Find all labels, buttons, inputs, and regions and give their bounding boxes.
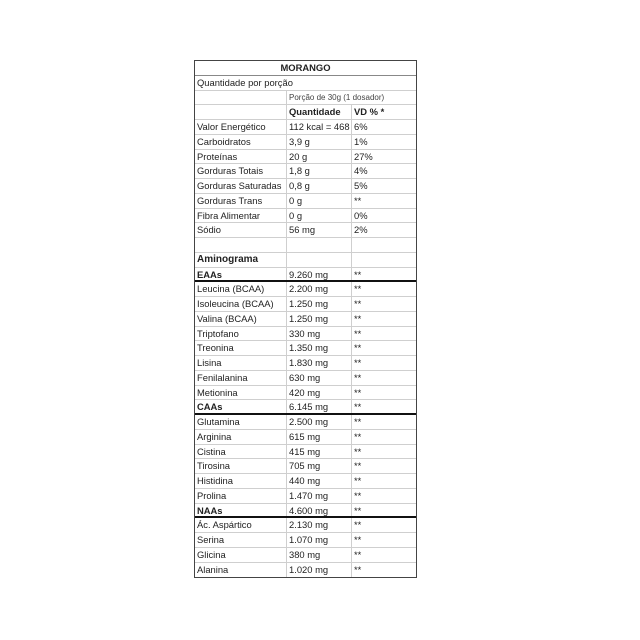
table-row: Glicina 380 mg ** [195,548,416,563]
nutrition-table [194,60,417,578]
table-row: Cistina 415 mg ** [195,445,416,460]
table-row: Prolina 1.470 mg ** [195,489,416,504]
table-row: Carboidratos 3,9 g 1% [195,135,416,150]
table-row: Gorduras Saturadas 0,8 g 5% [195,179,416,194]
table-row: Isoleucina (BCAA) 1.250 mg ** [195,297,416,312]
naas-row: NAAs 4.600 mg ** [195,504,416,519]
table-row: Valina (BCAA) 1.250 mg ** [195,312,416,327]
table-row: Ác. Aspártico 2.130 mg ** [195,518,416,533]
table-row: Gorduras Trans 0 g ** [195,194,416,209]
aminogram-row [195,253,416,268]
table-title: MORANGO [280,62,331,73]
table-row: Lisina 1.830 mg ** [195,356,416,371]
table-row: Gorduras Totais 1,8 g 4% [195,164,416,179]
table-row: Serina 1.070 mg ** [195,533,416,548]
table-row: Fibra Alimentar 0 g 0% [195,209,416,224]
eaas-row: EAAs 9.260 mg ** [195,268,416,283]
caas-row: CAAs 6.145 mg ** [195,400,416,415]
table-row: Arginina 615 mg ** [195,430,416,445]
table-row: Alanina 1.020 mg ** [195,563,416,578]
portion-text: Porção de 30g (1 dosador) [289,92,385,102]
table-row: Sódio 56 mg 2% [195,223,416,238]
table-row: Tirosina 705 mg ** [195,459,416,474]
aminogram-label: Aminograma [195,253,287,267]
table-row: Triptofano 330 mg ** [195,327,416,342]
table-row: Metionina 420 mg ** [195,386,416,401]
table-row: Glutamina 2.500 mg ** [195,415,416,430]
portion-row [195,91,416,106]
serving-label-row [195,76,416,91]
table-row: Fenilalanina 630 mg ** [195,371,416,386]
header-quantity: Quantidade [287,105,352,119]
table-row: Treonina 1.350 mg ** [195,341,416,356]
table-row: Proteínas 20 g 27% [195,150,416,165]
table-row: Valor Energético 112 kcal = 468 6% [195,120,416,135]
table-row: Leucina (BCAA) 2.200 mg ** [195,282,416,297]
header-vd: VD % * [354,106,385,118]
table-title-row [195,61,416,76]
blank-row [195,238,416,253]
serving-label: Quantidade por porção [197,76,293,88]
column-header-row [195,105,416,120]
table-row: Histidina 440 mg ** [195,474,416,489]
